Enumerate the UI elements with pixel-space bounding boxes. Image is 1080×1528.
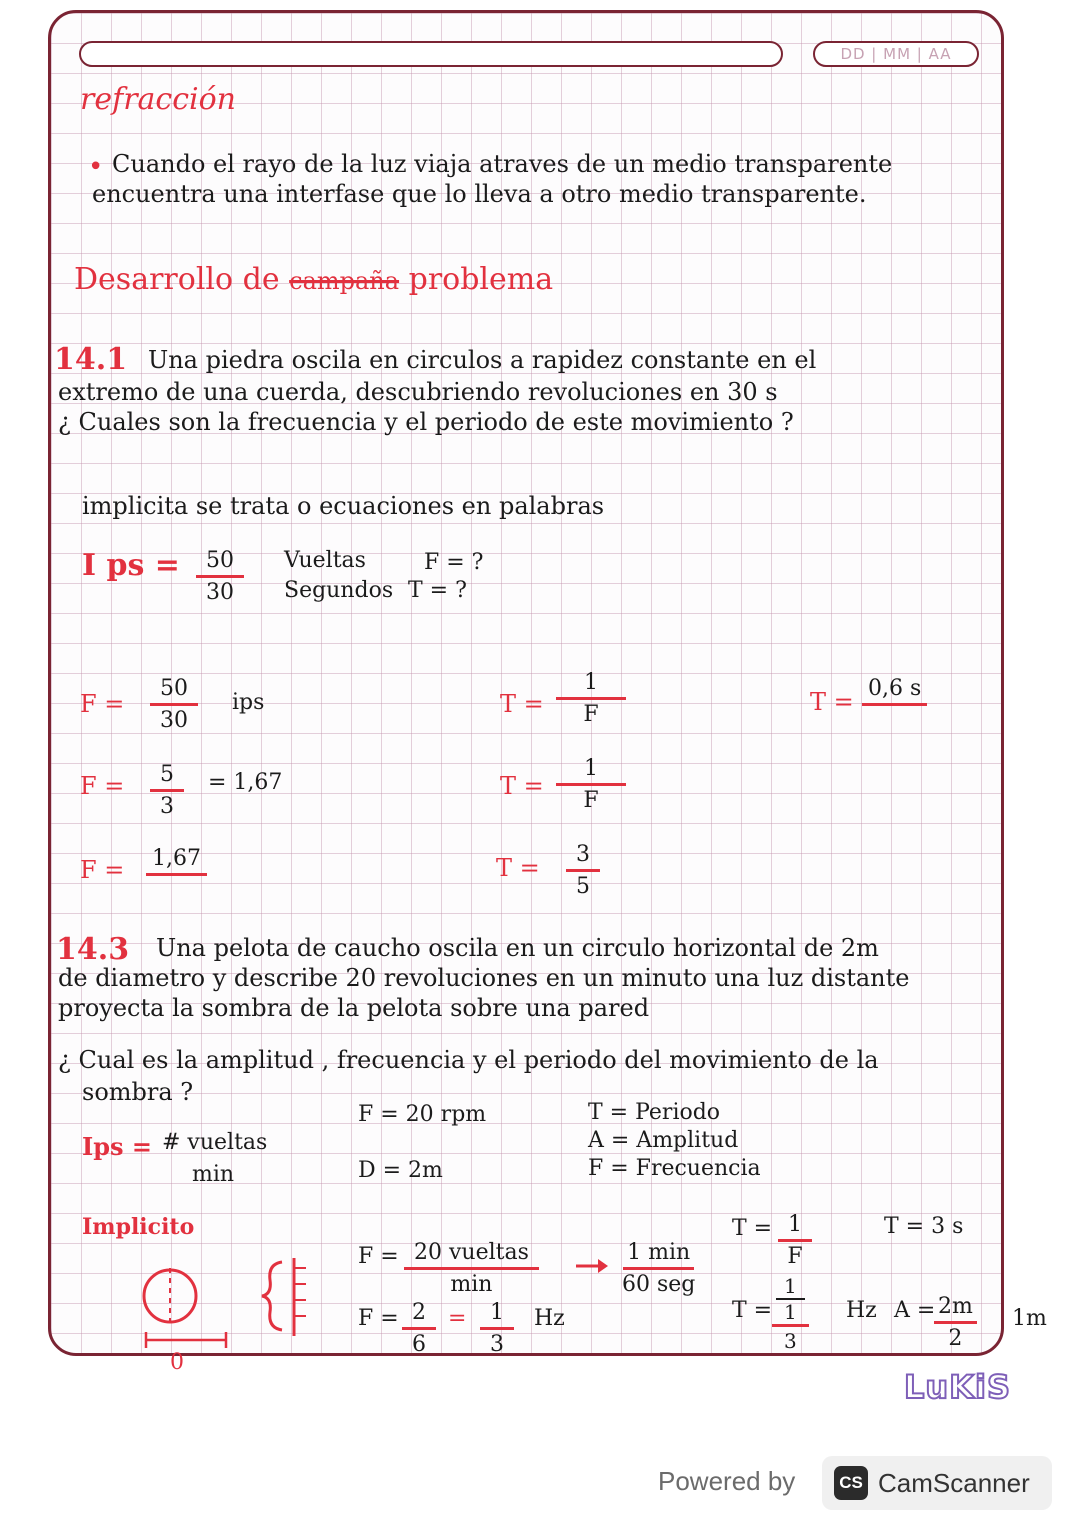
problem-14-3-line-1: Una pelota de caucho oscila en un circulo horizontal de 2m [156,934,879,962]
legend-amplitude: A = Amplitud [588,1128,739,1153]
t-eq-2-fraction [556,756,626,813]
brace-shape [262,1262,282,1330]
t-eq1-fraction [778,1212,812,1269]
ips2-top: # vueltas [162,1130,268,1155]
section-struck-word: campaña [289,267,400,295]
conversion-numerator: 1 min [623,1240,694,1270]
t-eq-3-numerator: 3 [566,842,600,872]
section-suffix: problema [408,262,554,297]
t-eq2-numerator: 1 [776,1274,805,1300]
f-conv-numerator: 20 vueltas [404,1240,539,1270]
f-eq-1-label: F = [80,690,125,718]
ips-fraction [196,548,244,605]
t-eq-1-denominator: F [583,702,599,727]
ips-label: I ps = [82,548,180,583]
problem-14-3-number: 14.3 [56,932,130,967]
f-eq2-denominator: 6 [412,1332,426,1357]
t-eq-2-label: T = [500,772,544,800]
f-eq2-fraction [402,1300,436,1357]
date-box: DD | MM | AA [813,41,979,67]
t-eq-3-label: T = [496,854,540,882]
bullet-icon: • [88,152,104,182]
section-prefix: Desarrollo de [74,262,280,297]
legend-frequency: F = Frecuencia [588,1156,761,1181]
f-eq-2-result: = 1,67 [208,770,283,795]
f-eq2-hz: Hz [534,1306,565,1331]
title-bar [79,41,783,67]
f-conv-fraction [404,1240,539,1297]
f-eq-2-numerator: 5 [150,762,184,792]
oscillation-diagram [130,1240,330,1370]
amplitude-denominator: 2 [948,1326,963,1351]
amplitude-label: A = [894,1298,936,1323]
f-eq-1-numerator: 50 [150,676,198,706]
legend-period: T = Periodo [588,1100,721,1125]
problem-14-3-line-3: proyecta la sombra de la pelota sobre una pared [58,994,650,1022]
f-unknown: F = ? [424,550,484,575]
t-unknown: T = ? [408,578,467,603]
f-eq2-result-denominator: 3 [490,1332,504,1357]
t-eq2-middle: 1 [772,1300,809,1327]
t-eq-1-numerator: 1 [556,670,626,700]
problem-14-1-implicit: implicita se trata o ecuaciones en palabras [82,492,605,520]
f-conv-denominator: min [450,1272,493,1297]
t-eq-2-denominator: F [583,788,599,813]
problem-14-1-line-3: ¿ Cuales son la frecuencia y el periodo de este movimiento ? [58,408,794,436]
problem-14-3-line-4: ¿ Cual es la amplitud , frecuencia y el periodo del movimiento de la [58,1046,879,1074]
f-eq-3-label: F = [80,856,125,884]
conversion-denominator: 60 seg [622,1272,696,1297]
intro-line-2: encuentra una interfase que lo lleva a otro medio transparente. [92,180,867,208]
f-eq2-result-fraction [480,1300,514,1357]
ips-denominator: 30 [206,580,234,605]
ips-units-top: Vueltas [284,548,366,573]
t-final-value: 0,6 s [862,676,927,706]
f-eq-1-unit: ips [232,690,265,715]
amplitude-numerator: 2m [934,1294,977,1324]
t-eq2-denominator: 3 [784,1329,797,1353]
intro-line-1: Cuando el rayo de la luz viaja atraves de un medio transparente [112,150,893,178]
t-eq-1-fraction [556,670,626,727]
powered-by-text: Powered by [658,1466,796,1496]
f-eq-2-denominator: 3 [160,794,174,819]
ball-circle [144,1270,196,1322]
conversion-fraction [622,1240,695,1297]
ips-numerator: 50 [196,548,244,578]
problem-14-1-number: 14.1 [54,342,128,377]
t-eq1-denominator: F [787,1244,803,1269]
ips2-bottom: min [192,1162,235,1187]
section-title [74,262,553,297]
f-eq2-numerator: 2 [402,1300,436,1330]
intro-title: refracción [80,82,237,117]
circle-center-label: 0 [170,1350,184,1375]
t-eq-3-denominator: 5 [576,874,590,899]
t-eq2-hz: Hz [846,1298,877,1323]
ips2-label: Ips = [82,1132,152,1161]
implicit-label: Implicito [82,1214,195,1240]
t-final-3s: T = 3 s [884,1214,964,1239]
t-eq1-label: T = [732,1216,773,1241]
t-eq2-label: T = [732,1298,773,1323]
f-eq-2-label: F = [80,772,125,800]
t-eq1-numerator: 1 [778,1212,812,1242]
amplitude-result: 1m [1012,1306,1047,1331]
given-frequency: F = 20 rpm [358,1102,487,1127]
f-eq-3-value: 1,67 [146,846,207,876]
f-eq2-label: F = [358,1306,399,1331]
f-eq-1-denominator: 30 [160,708,188,733]
camscanner-icon: CS [834,1466,868,1500]
problem-14-1-line-1: Una piedra oscila en circulos a rapidez constante en el [148,346,817,374]
t-eq2-fraction [772,1274,809,1353]
t-eq-1-label: T = [500,690,544,718]
problem-14-3-line-2: de diametro y describe 20 revoluciones en un minuto una luz distante [58,964,910,992]
arrow-icon [574,1256,614,1276]
f-eq-2-fraction [150,762,184,819]
problem-14-3-line-5: sombra ? [82,1078,194,1106]
given-diameter: D = 2m [358,1158,443,1183]
ips-units-bottom: Segundos [284,578,394,603]
t-eq-3-fraction [566,842,600,899]
t-eq-2-numerator: 1 [556,756,626,786]
camscanner-name: CamScanner [878,1467,1030,1498]
camscanner-badge [822,1456,1052,1510]
problem-14-1-line-2: extremo de una cuerda, descubriendo revoluciones en 30 s [58,378,778,406]
f-eq2-result-numerator: 1 [480,1300,514,1330]
lukis-logo: LuKiS [904,1368,1011,1406]
f-eq2-equals: = [448,1306,467,1331]
f-eq-1-fraction [150,676,198,733]
t-final-label: T = [810,688,854,716]
amplitude-fraction [934,1294,977,1351]
f-conv-label: F = [358,1244,399,1269]
